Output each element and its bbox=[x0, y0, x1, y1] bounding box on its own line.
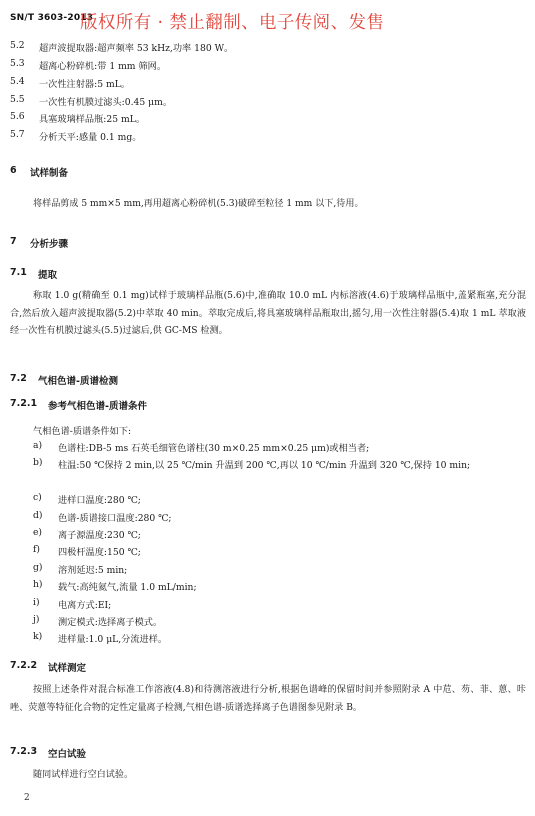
list-text: 电离方式:EI; bbox=[58, 600, 112, 611]
item-text: 超离心粉碎机:带 1 mm 筛网。 bbox=[39, 61, 167, 72]
item-number: 5.3 bbox=[10, 58, 25, 69]
page-header bbox=[10, 9, 535, 31]
list-label: c) bbox=[33, 492, 42, 503]
item-number: 5.5 bbox=[10, 94, 25, 105]
item-text: 分析天平:感量 0.1 mg。 bbox=[39, 132, 142, 143]
item-text: 一次性注射器:5 mL。 bbox=[39, 79, 130, 90]
section-title: 空白试验 bbox=[48, 749, 87, 760]
item-number: 5.2 bbox=[10, 40, 25, 51]
page-number: 2 bbox=[24, 793, 30, 803]
list-label: b) bbox=[33, 457, 43, 468]
list-label: h) bbox=[33, 579, 43, 590]
list-text: 色谱-质谱接口温度:280 ℃; bbox=[58, 513, 172, 524]
list-label: i) bbox=[33, 597, 40, 608]
paragraph: 按照上述条件对混合标准工作溶液(4.8)和待测溶液进行分析,根据色谱峰的保留时间并参照附录 A 中苊、芴、菲、蒽、咔唑、荧蒽等特征化合物的定性定量离子检测,气相色谱-质谱选择离子色谱图参见附录 B。 bbox=[10, 685, 526, 713]
section-title: 试样测定 bbox=[48, 663, 87, 674]
list-text: 四极杆温度:150 ℃; bbox=[58, 547, 141, 558]
section-number: 7 bbox=[10, 236, 17, 247]
list-text: 溶剂延迟:5 min; bbox=[58, 565, 128, 576]
list-label: j) bbox=[33, 614, 40, 625]
section-number: 7.2.2 bbox=[10, 660, 38, 671]
list-text: 测定模式:选择离子模式。 bbox=[58, 617, 163, 628]
section-title: 参考气相色谱-质谱条件 bbox=[48, 401, 147, 412]
section-number: 7.2.1 bbox=[10, 398, 38, 409]
section-number: 6 bbox=[10, 165, 17, 176]
section-title: 提取 bbox=[38, 270, 58, 281]
list-label: f) bbox=[33, 544, 40, 555]
item-text: 具塞玻璃样品瓶:25 mL。 bbox=[39, 114, 146, 125]
section-number: 7.1 bbox=[10, 267, 27, 278]
list-label: a) bbox=[33, 440, 43, 451]
list-text: 柱温:50 ℃保持 2 min,以 25 ℃/min 升温到 200 ℃,再以 10 ℃/min 升温到 320 ℃,保持 10 min; bbox=[58, 460, 471, 471]
list-text: 载气:高纯氦气,流量 1.0 mL/min; bbox=[58, 582, 197, 593]
section-title: 试样制备 bbox=[30, 168, 69, 179]
standard-code: SN/T 3603-2013 bbox=[10, 13, 94, 23]
item-text: 一次性有机膜过滤头:0.45 μm。 bbox=[39, 97, 173, 108]
section-number: 7.2.3 bbox=[10, 746, 38, 757]
section-title: 气相色谱-质谱检测 bbox=[38, 376, 118, 387]
section-title: 分析步骤 bbox=[30, 239, 69, 250]
list-text: 色谱柱:DB-5 ms 石英毛细管色谱柱(30 m×0.25 mm×0.25 μm)或相当者; bbox=[58, 443, 370, 454]
list-label: g) bbox=[33, 562, 43, 573]
list-label: e) bbox=[33, 527, 43, 538]
item-number: 5.4 bbox=[10, 76, 25, 87]
item-number: 5.7 bbox=[10, 129, 25, 140]
copyright-watermark: 版权所有 · 禁止翻制、电子传阅、发售 bbox=[80, 13, 385, 33]
list-text: 进样口温度:280 ℃; bbox=[58, 495, 141, 506]
item-text: 超声波提取器:超声频率 53 kHz,功率 180 W。 bbox=[39, 43, 234, 54]
list-text: 进样量:1.0 μL,分流进样。 bbox=[58, 634, 168, 645]
list-label: k) bbox=[33, 631, 43, 642]
paragraph: 称取 1.0 g(精确至 0.1 mg)试样于玻璃样品瓶(5.6)中,准确取 10.0 mL 内标溶液(4.6)于玻璃样品瓶中,盖紧瓶塞,充分混合,然后放入超声波提取器(5.2)中萃取 40 min。萃取完成后,将具塞玻璃样品瓶取出,摇匀,用一次性注射器(5.4)取 1 mL 萃取液经一次性有机膜过滤头(5.5)过滤后,供 GC-MS 检测。 bbox=[10, 291, 526, 336]
item-number: 5.6 bbox=[10, 111, 25, 122]
list-intro: 气相色谱-质谱条件如下: bbox=[33, 426, 132, 437]
paragraph: 将样品剪成 5 mm×5 mm,再用超离心粉碎机(5.3)破碎至粒径 1 mm 以下,待用。 bbox=[33, 199, 364, 209]
list-label: d) bbox=[33, 510, 43, 521]
section-number: 7.2 bbox=[10, 373, 27, 384]
paragraph: 随同试样进行空白试验。 bbox=[33, 770, 134, 780]
list-text: 离子源温度:230 ℃; bbox=[58, 530, 141, 541]
